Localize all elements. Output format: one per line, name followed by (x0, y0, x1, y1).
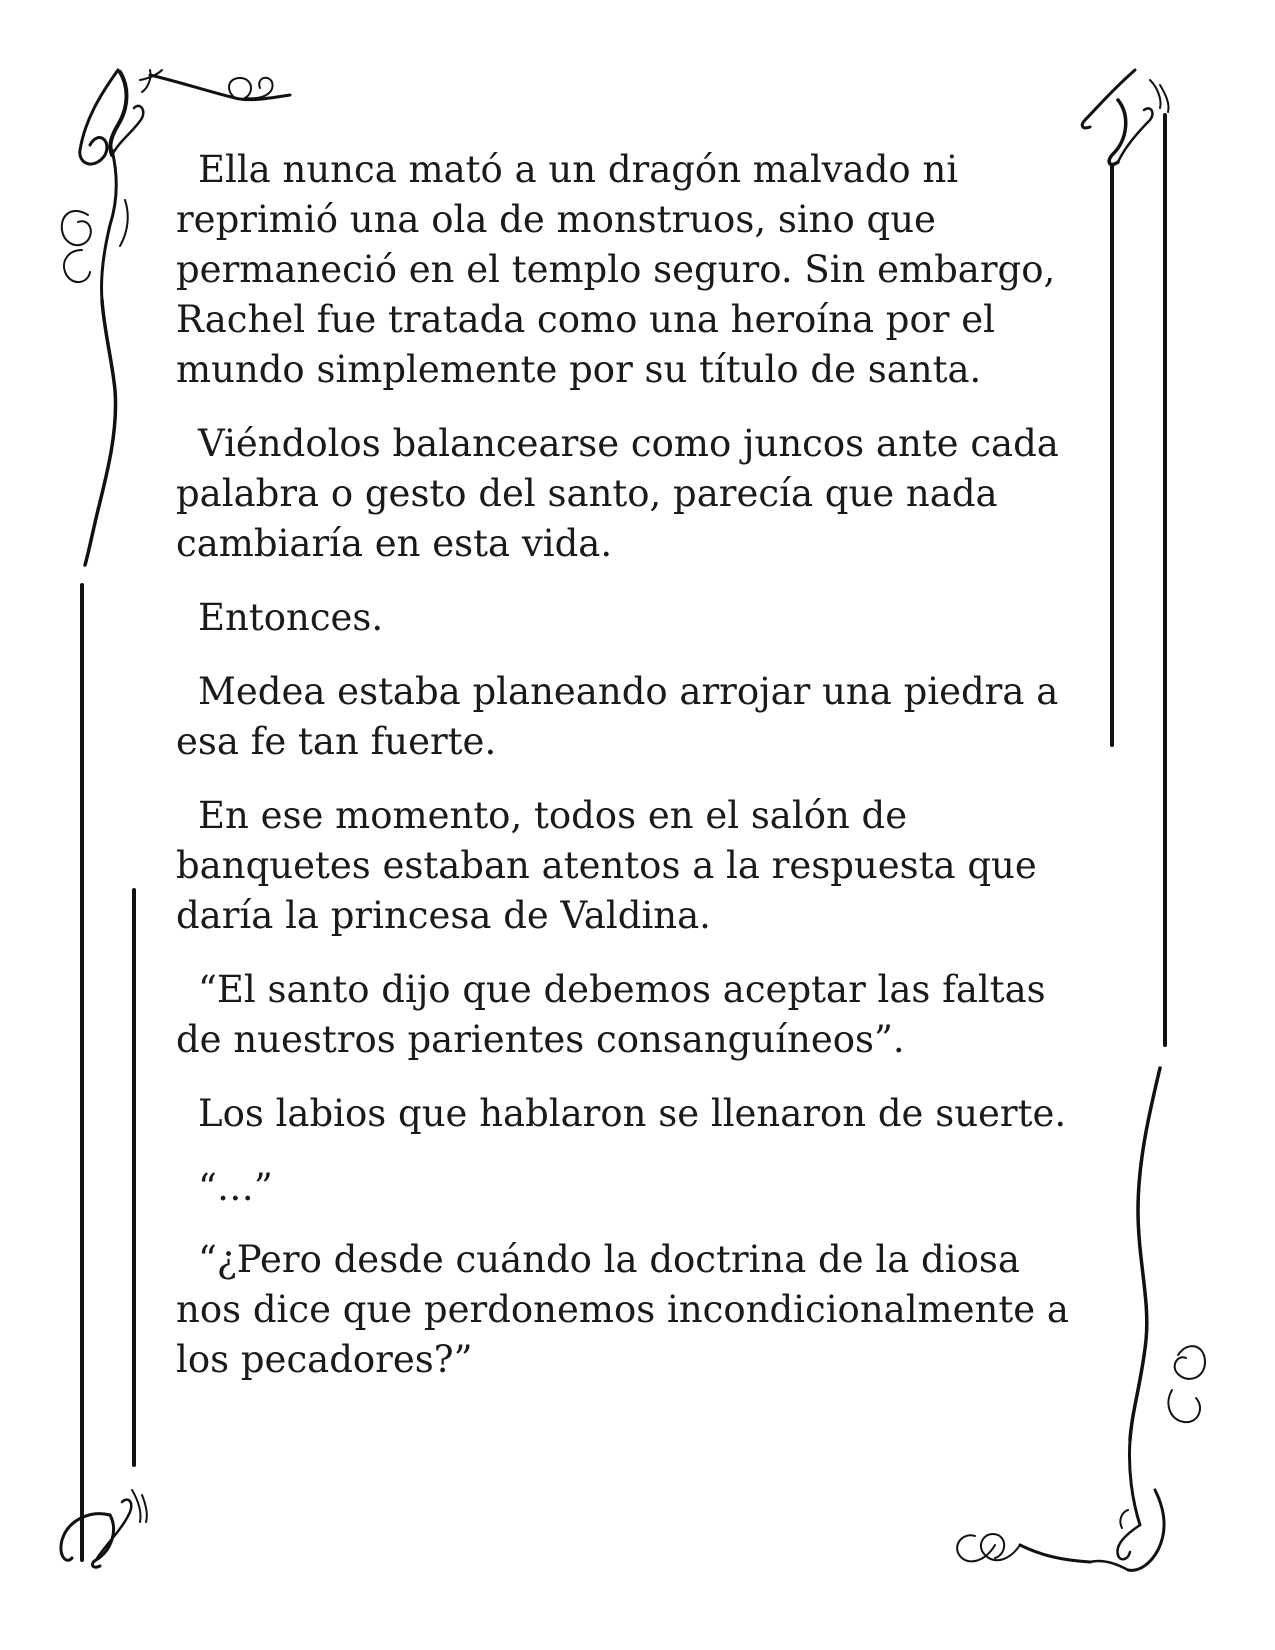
paragraph-1: Ella nunca mató a un dragón malvado ni reprimió una ola de monstruos, sino que permaneció en el templo seguro. Sin embargo, Rachel fue tratada como una heroína por el mundo simplemente por su título de santa. (176, 148, 1056, 391)
paragraph-4: Medea estaba planeando arrojar una piedra a esa fe tan fuerte. (176, 670, 1059, 763)
paragraph-3: Entonces. (198, 596, 384, 639)
paragraph-8: “…” (198, 1166, 273, 1209)
paragraph-5: En ese momento, todos en el salón de banquetes estaban atentos a la respuesta que daría la princesa de Valdina. (176, 794, 1037, 937)
paragraph-2: Viéndolos balancearse como juncos ante cada palabra o gesto del santo, parecía que nada cambiaría en esta vida. (176, 422, 1059, 565)
paragraph-9: “¿Pero desde cuándo la doctrina de la diosa nos dice que perdonemos incondicionalmente a los pecadores?” (176, 1238, 1069, 1381)
paragraph-6: “El santo dijo que debemos aceptar las faltas de nuestros parientes consanguíneos”. (176, 968, 1046, 1061)
bottom-left-flourish-icon (61, 1490, 147, 1567)
story-text (176, 145, 1096, 1409)
paragraph-7: Los labios que hablaron se llenaron de suerte. (198, 1092, 1067, 1135)
